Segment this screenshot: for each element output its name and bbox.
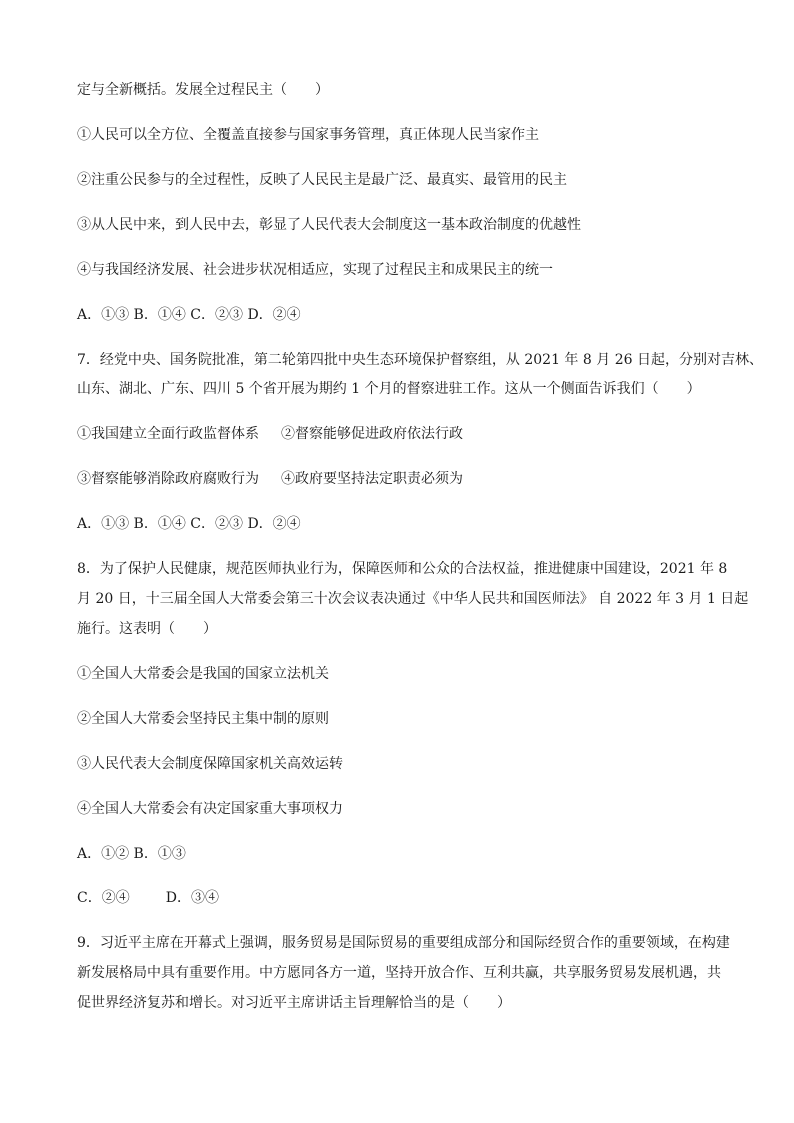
- q8-statement-2: ②全国人大常委会坚持民主集中制的原则: [77, 711, 329, 727]
- q8-stem-line-2: 月 20 日，十三届全国人大常委会第三十次会议表决通过《中华人民共和国医师法》 自 2022 年 3 月 1 日起: [77, 591, 749, 607]
- q7-statements-row-2: [77, 470, 463, 488]
- q9-stem-line-3: 促世界经济复苏和增长。对习近平主席讲话主旨理解恰当的是（ ）: [77, 995, 511, 1011]
- q7-stem-line-2: 山东、湖北、广东、四川 5 个省开展为期约 1 个月的督察进驻工作。这从一个侧面告诉我们（ ）: [77, 381, 701, 397]
- q7-options: A．①③ B．①④ C．②③ D．②④: [77, 516, 301, 532]
- q6-statement-2: ②注重公民参与的全过程性，反映了人民民主是最广泛、最真实、最管用的民主: [77, 172, 567, 188]
- q9-stem-line-1: 9．习近平主席在开幕式上强调，服务贸易是国际贸易的重要组成部分和国际经贸合作的重要领域，在构建: [77, 935, 730, 951]
- q7-stem-line-1: 7．经党中央、国务院批准，第二轮第四批中央生态环境保护督察组，从 2021 年 8 月 26 日起，分别对吉林、: [77, 352, 763, 368]
- q8-stem-line-3: 施行。这表明（ ）: [77, 621, 217, 637]
- q8-option-c: C．②④: [77, 890, 130, 906]
- q7-statement-2: ②督察能够促进政府依法行政: [281, 426, 463, 442]
- q8-statement-1: ①全国人大常委会是我国的国家立法机关: [77, 666, 329, 682]
- q6-statement-1: ①人民可以全方位、全覆盖直接参与国家事务管理，真正体现人民当家作主: [77, 127, 539, 143]
- q8-options-row-1: A．①② B．①③: [77, 846, 186, 862]
- q7-statements-row-1: [77, 425, 463, 443]
- q7-statement-3: ③督察能够消除政府腐败行为: [77, 471, 259, 487]
- q8-option-d: D．③④: [165, 890, 219, 906]
- q6-options: A．①③ B．①④ C．②③ D．②④: [77, 307, 301, 323]
- q8-statement-4: ④全国人大常委会有决定国家重大事项权力: [77, 801, 343, 817]
- q8-stem-line-1: 8．为了保护人民健康，规范医师执业行为，保障医师和公众的合法权益，推进健康中国建设，2021 年 8: [77, 561, 728, 577]
- q6-statement-3: ③从人民中来，到人民中去，彰显了人民代表大会制度这一基本政治制度的优越性: [77, 217, 581, 233]
- q8-options-row-2: [77, 889, 219, 907]
- q7-statement-4: ④政府要坚持法定职责必须为: [281, 471, 463, 487]
- q6-stem-tail: 定与全新概括。发展全过程民主（ ）: [77, 82, 329, 98]
- q8-statement-3: ③人民代表大会制度保障国家机关高效运转: [77, 756, 343, 772]
- q6-statement-4: ④与我国经济发展、社会进步状况相适应，实现了过程民主和成果民主的统一: [77, 262, 553, 278]
- q7-statement-1: ①我国建立全面行政监督体系: [77, 426, 259, 442]
- q9-stem-line-2: 新发展格局中具有重要作用。中方愿同各方一道，坚持开放合作、互利共赢，共享服务贸易发展机遇，共: [77, 965, 721, 981]
